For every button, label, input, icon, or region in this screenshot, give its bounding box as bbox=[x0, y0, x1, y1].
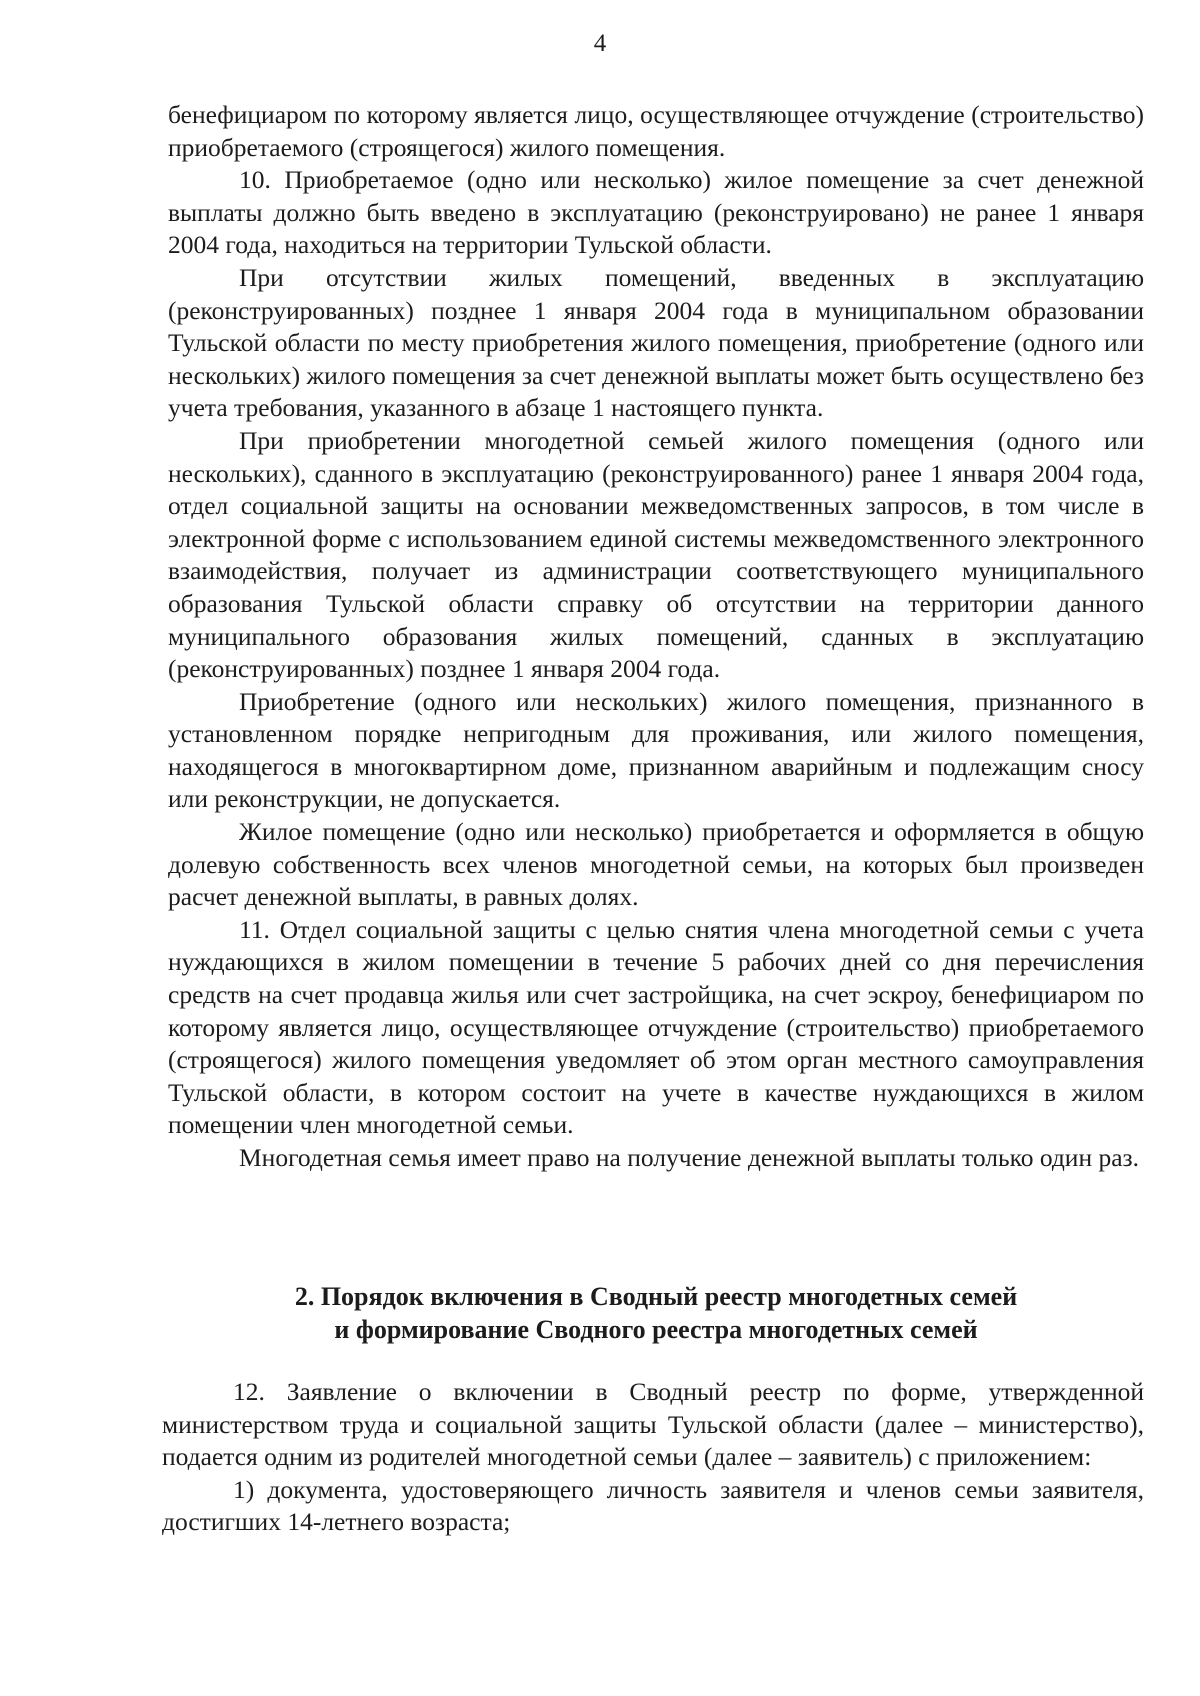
section-heading bbox=[168, 1280, 1144, 1346]
paragraph-pre-2004-housing: При приобретении многодетной семьей жилого помещения (одного или нескольких), сданного в эксплуатацию (реконструированного) ранее 1 января 2004 года, отдел социальной защиты на основании межведомственных запросов, в том числе в электронной форме с использованием единой системы межведомственного электронного взаимодействия, получает из администрации соответствующего муниципального образования Тульской области справку об отсутствии на территории данного муниципального образования жилых помещений, сданных в эксплуатацию (реконструированных) позднее 1 января 2004 года. bbox=[168, 425, 1144, 684]
paragraph-continuation: бенефициаром по которому является лицо, осуществляющее отчуждение (строительство) приобретаемого (строящегося) жилого помещения. bbox=[168, 100, 1144, 162]
paragraph-item-10: 10. Приобретаемое (одно или несколько) жилое помещение за счет денежной выплаты должно быть введено в эксплуатацию (реконструировано) не ранее 1 января 2004 года, находиться на территории Тульской области. bbox=[168, 165, 1144, 260]
paragraph-one-time-payment: Многодетная семья имеет право на получение денежной выплаты только один раз. bbox=[239, 1143, 1139, 1172]
paragraph-subitem-1: 1) документа, удостоверяющего личность заявителя и членов семьи заявителя, достигших 14-летнего возраста; bbox=[162, 1474, 1144, 1537]
paragraph-unfit-housing: Приобретение (одного или нескольких) жилого помещения, признанного в установленном порядке непригодным для проживания, или жилого помещения, находящегося в многоквартирном доме, признанном аварийным и подлежащим сносу или реконструкции, не допускается. bbox=[168, 686, 1144, 814]
paragraph-no-housing-exception: При отсутствии жилых помещений, введенных в эксплуатацию (реконструированных) позднее 1 января 2004 года в муниципальном образовании Тульской области по месту приобретения жилого помещения, приобретение (одного или нескольких) жилого помещения за счет денежной выплаты может быть осуществлено без учета требования, указанного в абзаце 1 настоящего пункта. bbox=[168, 262, 1144, 423]
body-text-before-heading bbox=[168, 99, 1144, 1175]
section-heading-line-1: 2. Порядок включения в Сводный реестр многодетных семей bbox=[294, 1282, 1018, 1311]
body-text-after-heading bbox=[162, 1376, 1144, 1539]
paragraph-item-11: 11. Отдел социальной защиты с целью снятия члена многодетной семьи с учета нуждающихся в жилом помещении в течение 5 рабочих дней со дня перечисления средств на счет продавца жилья или счет застройщика, на счет эскроу, бенефициаром по которому является лицо, осуществляющее отчуждение (строительство) приобретаемого (строящегося) жилого помещения уведомляет об этом орган местного самоуправления Тульской области, в котором состоит на учете в качестве нуждающихся в жилом помещении член многодетной семьи. bbox=[168, 914, 1144, 1140]
section-heading-line-2: и формирование Сводного реестра многодетных семей bbox=[334, 1315, 978, 1344]
page-number: 4 bbox=[593, 30, 607, 57]
paragraph-item-12: 12. Заявление о включении в Сводный реестр по форме, утвержденной министерством труда и социальной защиты Тульской области (далее – министерство), подается одним из родителей многодетной семьи (далее – заявитель) с приложением: bbox=[162, 1377, 1144, 1472]
paragraph-shared-ownership: Жилое помещение (одно или несколько) приобретается и оформляется в общую долевую собственность всех членов многодетной семьи, на которых был произведен расчет денежной выплаты, в равных долях. bbox=[168, 817, 1144, 912]
